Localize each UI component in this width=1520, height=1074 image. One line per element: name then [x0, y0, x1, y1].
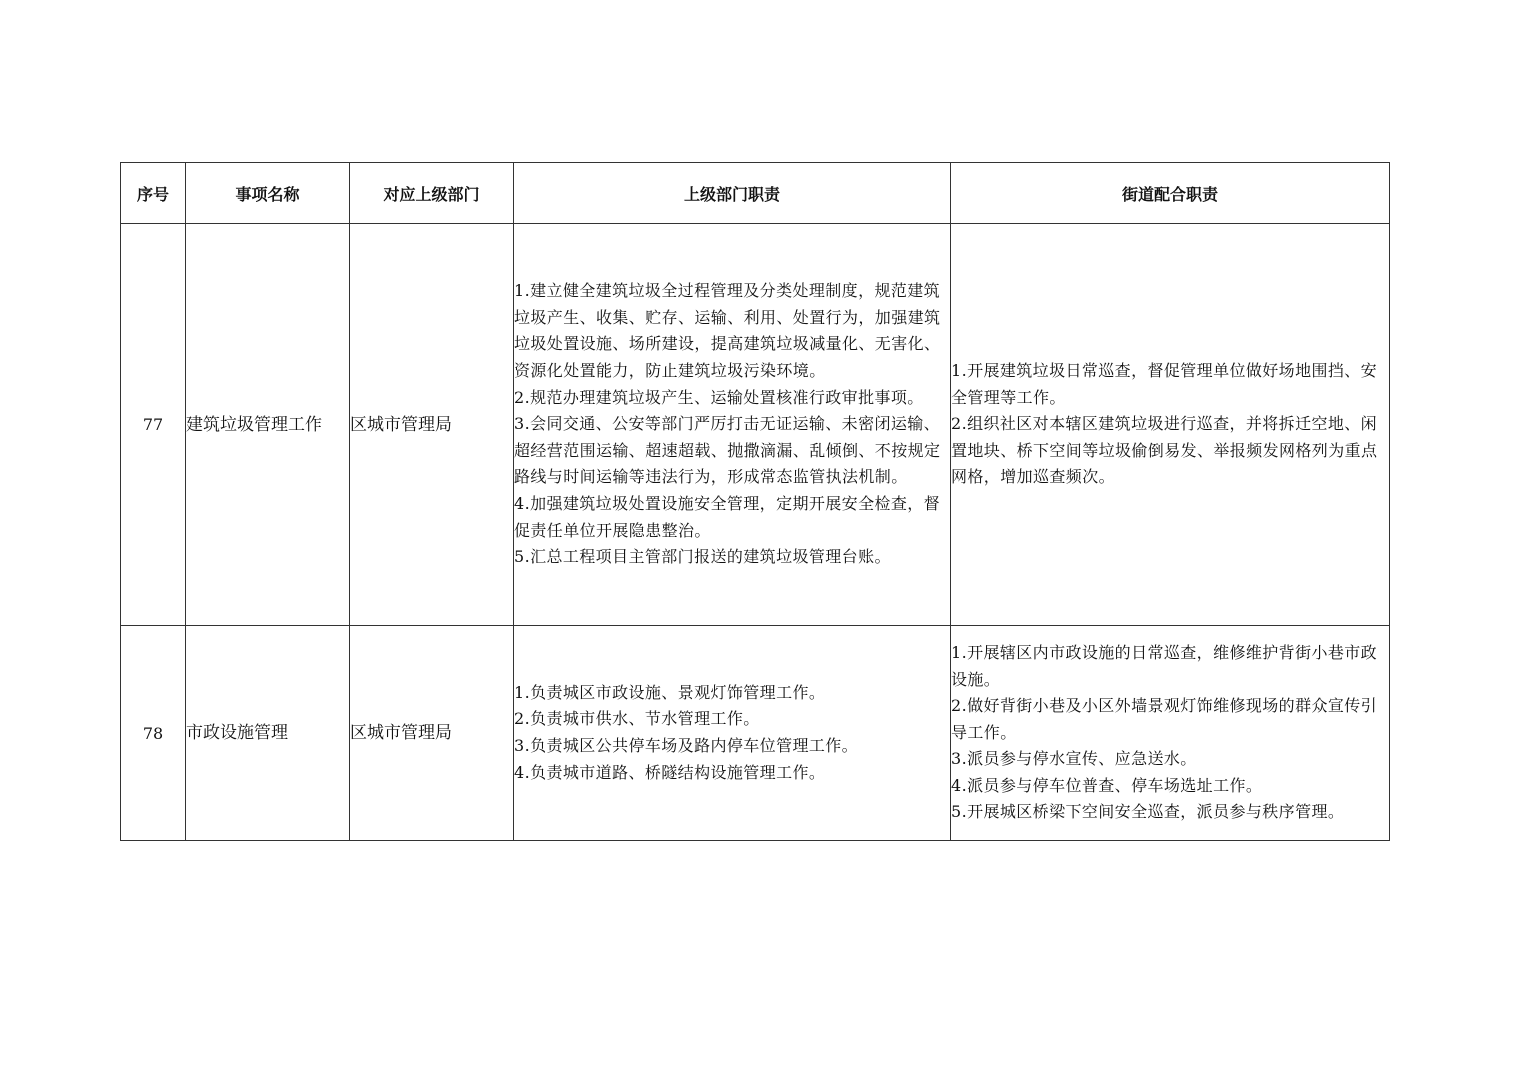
upper-duty-item: 1.建立健全建筑垃圾全过程管理及分类处理制度，规范建筑垃圾产生、收集、贮存、运输、利用、处置行为，加强建筑垃圾处置设施、场所建设，提高建筑垃圾减量化、无害化、资源化处置能力，防止建筑垃圾污染环境。 — [514, 281, 941, 381]
row-number: 78 — [121, 626, 186, 841]
row-number: 77 — [121, 224, 186, 626]
street-duties — [951, 224, 1390, 626]
table-row — [121, 626, 1390, 841]
upper-duty-item: 4.加强建筑垃圾处置设施安全管理，定期开展安全检查，督促责任单位开展隐患整治。 — [514, 493, 941, 540]
street-duty-item: 2.做好背街小巷及小区外墙景观灯饰维修现场的群众宣传引导工作。 — [951, 696, 1378, 742]
upper-duty-item: 5.汇总工程项目主管部门报送的建筑垃圾管理台账。 — [514, 547, 891, 567]
item-name: 市政设施管理 — [186, 626, 350, 841]
upper-duty-item: 4.负责城市道路、桥隧结构设施管理工作。 — [514, 762, 826, 782]
street-duty-item: 1.开展辖区内市政设施的日常巡查，维修维护背街小巷市政设施。 — [951, 642, 1378, 689]
header-no: 序号 — [121, 163, 186, 224]
table-header-row — [121, 163, 1390, 224]
header-upper-dept: 对应上级部门 — [350, 163, 514, 224]
header-item-name: 事项名称 — [186, 163, 350, 224]
table-row — [121, 224, 1390, 626]
upper-duty-item: 1.负责城区市政设施、景观灯饰管理工作。 — [514, 682, 826, 702]
header-upper-duties: 上级部门职责 — [514, 163, 951, 224]
duty-table — [120, 162, 1390, 841]
upper-duty-item: 3.负责城区公共停车场及路内停车位管理工作。 — [514, 736, 859, 755]
street-duty-item: 3.派员参与停水宣传、应急送水。 — [951, 749, 1197, 769]
street-duty-item: 2.组织社区对本辖区建筑垃圾进行巡查，并将拆迁空地、闲置地块、桥下空间等垃圾偷倒易发、举报频发网格列为重点网格，增加巡查频次。 — [951, 414, 1378, 487]
header-street-duties: 街道配合职责 — [951, 163, 1390, 224]
street-duty-item: 5.开展城区桥梁下空间安全巡查，派员参与秩序管理。 — [951, 802, 1345, 822]
upper-duties — [514, 626, 951, 841]
upper-dept: 区城市管理局 — [350, 626, 514, 841]
item-name: 建筑垃圾管理工作 — [186, 224, 350, 626]
street-duties — [951, 626, 1390, 841]
upper-duty-item: 2.负责城市供水、节水管理工作。 — [514, 709, 760, 729]
upper-duties — [514, 224, 951, 626]
upper-duty-item: 2.规范办理建筑垃圾产生、运输处置核准行政审批事项。 — [514, 387, 924, 407]
upper-dept: 区城市管理局 — [350, 224, 514, 626]
street-duty-item: 1.开展建筑垃圾日常巡查，督促管理单位做好场地围挡、安全管理等工作。 — [951, 361, 1378, 407]
upper-duty-item: 3.会同交通、公安等部门严厉打击无证运输、未密闭运输、超经营范围运输、超速超载、抛撒滴漏、乱倾倒、不按规定路线与时间运输等违法行为，形成常态监管执法机制。 — [514, 414, 941, 487]
street-duty-item: 4.派员参与停车位普查、停车场选址工作。 — [951, 775, 1263, 795]
